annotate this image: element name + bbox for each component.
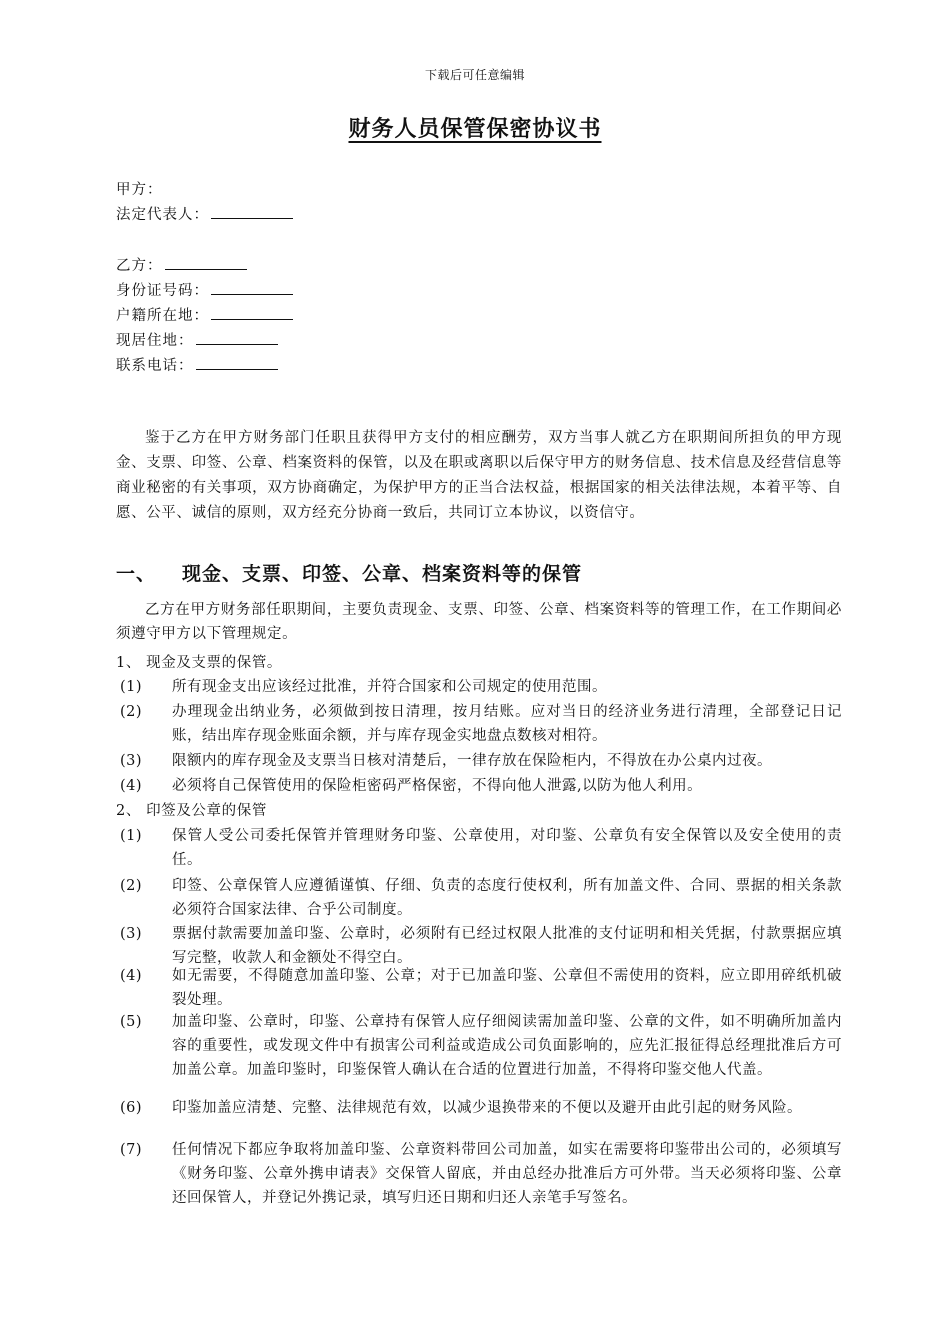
section-1-heading xyxy=(116,559,582,586)
document-title xyxy=(0,112,950,143)
phone-line xyxy=(116,354,278,375)
list-item xyxy=(120,922,842,970)
section-1-title: 现金、支票、印签、公章、档案资料等的保管 xyxy=(182,563,583,585)
item-text: 如无需要，不得随意加盖印鉴、公章；对于已加盖印鉴、公章但不需使用的资料，应立即用碎纸机破裂处理。 xyxy=(172,968,842,1008)
list-item xyxy=(120,749,842,773)
item-number: (1) xyxy=(120,679,143,695)
party-b-blank xyxy=(165,255,247,270)
id-number-blank xyxy=(211,280,293,295)
list-item xyxy=(120,774,842,798)
subsection-1-heading: 1、 现金及支票的保管。 xyxy=(116,655,283,671)
item-number: (4) xyxy=(120,968,143,984)
legal-rep-label: 法定代表人： xyxy=(116,207,209,223)
list-item xyxy=(120,824,842,872)
party-b-label: 乙方： xyxy=(116,258,163,274)
list-item xyxy=(120,675,842,699)
intro-paragraph: 鉴于乙方在甲方财务部门任职且获得甲方支付的相应酬劳，双方当事人就乙方在职期间所担负的甲方现金、支票、印签、公章、档案资料的保管，以及在职或离职以后保守甲方的财务信息、技术信息及经营信息等商业秘密的有关事项，双方协商确定，为保护甲方的正当合法权益，根据国家的相关法律法规，本着平等、自愿、公平、诚信的原则，双方经充分协商一致后，共同订立本协议，以资信守。 xyxy=(116,430,842,521)
phone-label: 联系电话： xyxy=(116,358,194,374)
household-label: 户籍所在地： xyxy=(116,308,209,324)
party-b-line xyxy=(116,254,247,275)
legal-rep-blank xyxy=(211,204,293,219)
item-number: (5) xyxy=(120,1014,143,1030)
item-text: 必须将自己保管使用的保险柜密码严格保密，不得向他人泄露,以防为他人利用。 xyxy=(172,778,703,794)
id-number-label: 身份证号码： xyxy=(116,283,209,299)
section-1-number: 一、 xyxy=(116,563,157,585)
subsection-2-heading: 2、 印签及公章的保管 xyxy=(116,803,267,819)
header-note: 下载后可任意编辑 xyxy=(424,68,525,82)
item-number: (6) xyxy=(120,1100,143,1116)
residence-label: 现居住地： xyxy=(116,333,194,349)
item-text: 所有现金支出应该经过批准，并符合国家和公司规定的使用范围。 xyxy=(172,679,607,695)
list-item xyxy=(120,1096,842,1120)
residence-line xyxy=(116,329,278,350)
id-number-line xyxy=(116,279,293,300)
item-number: (2) xyxy=(120,878,143,894)
section-1-intro: 乙方在甲方财务部任职期间，主要负责现金、支票、印签、公章、档案资料等的管理工作，在工作期间必须遵守甲方以下管理规定。 xyxy=(116,602,842,642)
phone-blank xyxy=(196,355,278,370)
item-text: 票据付款需要加盖印鉴、公章时，必须附有已经过权限人批准的支付证明和相关凭据，付款票据应填写完整，收款人和金额处不得空白。 xyxy=(172,926,842,966)
item-text: 保管人受公司委托保管并管理财务印鉴、公章使用，对印鉴、公章负有安全保管以及安全使用的责任。 xyxy=(172,828,842,868)
item-number: (1) xyxy=(120,828,143,844)
household-line xyxy=(116,304,293,325)
residence-blank xyxy=(196,330,278,345)
item-text: 加盖印鉴、公章时，印鉴、公章持有保管人应仔细阅读需加盖印鉴、公章的文件，如不明确所加盖内容的重要性，或发现文件中有损害公司利益或造成公司负面影响的，应先汇报征得总经理批准后方可加盖公章。加盖印鉴时，印鉴保管人确认在合适的位置进行加盖，不得将印鉴交他人代盖。 xyxy=(172,1014,842,1078)
item-text: 印鉴加盖应清楚、完整、法律规范有效，以减少退换带来的不便以及避开由此引起的财务风险。 xyxy=(172,1100,802,1116)
item-number: (3) xyxy=(120,753,143,769)
list-item xyxy=(120,1010,842,1082)
legal-rep-line xyxy=(116,203,293,224)
household-blank xyxy=(211,305,293,320)
list-item xyxy=(120,964,842,1012)
list-item xyxy=(120,874,842,922)
item-number: (4) xyxy=(120,778,143,794)
document-title-text: 财务人员保管保密协议书 xyxy=(348,116,602,142)
item-text: 任何情况下都应争取将加盖印鉴、公章资料带回公司加盖，如实在需要将印鉴带出公司的，必须填写《财务印鉴、公章外携申请表》交保管人留底，并由总经办批准后方可外带。当天必须将印鉴、公章还回保管人，并登记外携记录，填写归还日期和归还人亲笔手写签名。 xyxy=(172,1142,842,1206)
item-text: 限额内的库存现金及支票当日核对清楚后，一律存放在保险柜内，不得放在办公桌内过夜。 xyxy=(172,753,772,769)
item-number: (2) xyxy=(120,704,143,720)
item-number: (7) xyxy=(120,1142,143,1158)
list-item xyxy=(120,1138,842,1210)
party-a-label: 甲方： xyxy=(116,182,163,198)
party-a-line xyxy=(116,178,163,199)
item-number: (3) xyxy=(120,926,143,942)
item-text: 印签、公章保管人应遵循谨慎、仔细、负责的态度行使权利，所有加盖文件、合同、票据的相关条款必须符合国家法律、合乎公司制度。 xyxy=(172,878,842,918)
item-text: 办理现金出纳业务，必须做到按日清理，按月结账。应对当日的经济业务进行清理，全部登记日记账，结出库存现金账面余额，并与库存现金实地盘点数核对相符。 xyxy=(172,704,842,744)
list-item xyxy=(120,700,842,748)
